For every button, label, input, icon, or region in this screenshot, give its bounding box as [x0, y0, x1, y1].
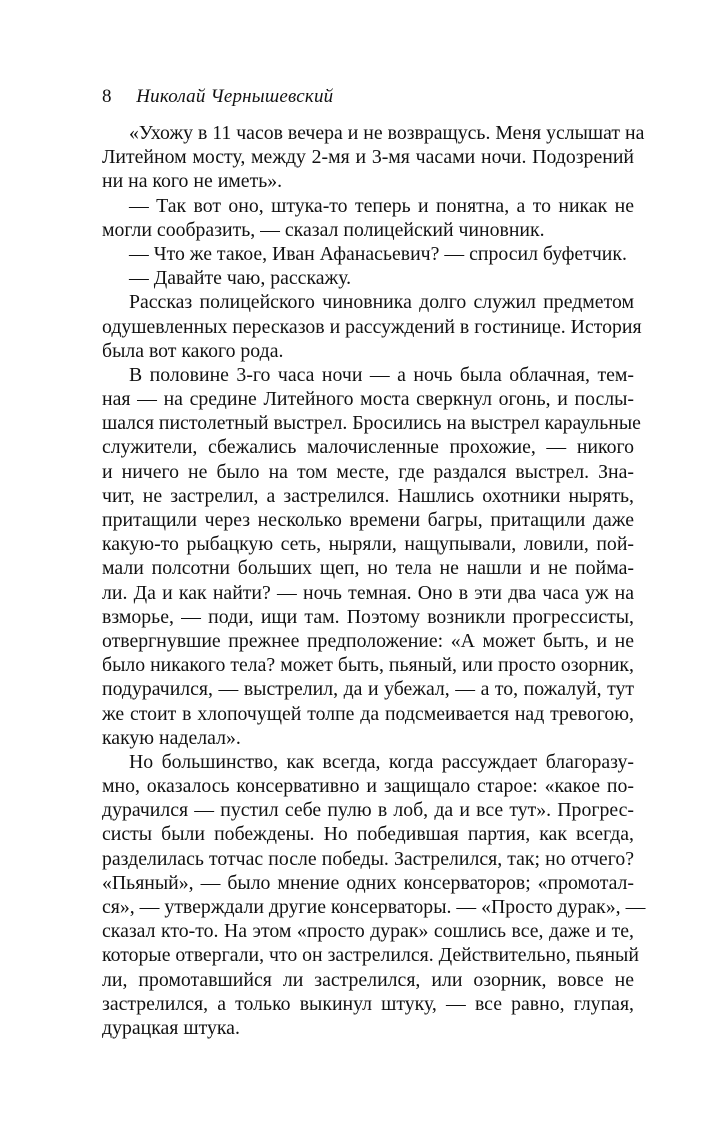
text-line: служители, сбежались малочисленные прохожие, — никого [102, 436, 634, 459]
paragraph [102, 266, 634, 290]
text-line: шался пистолетный выстрел. Бросились на выстрел караульные [102, 412, 641, 435]
text-line: Литейном мосту, между 2-мя и 3-мя часами ночи. Подозрений [102, 146, 634, 169]
text-line: ная — на средине Литейного моста сверкнул огонь, и послы- [102, 388, 634, 411]
paragraph [102, 121, 645, 194]
text-line: «Ухожу в 11 часов вечера и не возвращусь. Меня услышат на [129, 122, 645, 144]
text-line: — Давайте чаю, расскажу. [129, 267, 352, 290]
paragraph [102, 194, 634, 242]
text-line: сказал кто-то. На этом «просто дурак» сошлись все, даже и те, [102, 920, 634, 943]
text-line: одушевленных пересказов и рассуждений в гостинице. История [102, 315, 642, 338]
body-text [102, 121, 646, 1040]
text-line: — Что же такое, Иван Афанасьевич? — спросил буфетчик. [129, 242, 627, 265]
text-line: могли сообразить, — сказал полицейский чиновник. [102, 218, 545, 241]
text-line: ли, промотавшийся ли застрелился, или озорник, вовсе не [102, 968, 634, 991]
text-line: застрелился, а только выкинул штуку, — все равно, глупая, [102, 992, 634, 1015]
text-line: была вот какого рода. [102, 339, 284, 362]
text-line: и ничего не было на том месте, где раздался выстрел. Зна- [102, 460, 634, 483]
text-line: — Так вот оно, штука-то теперь и понятна, а то никак не [129, 194, 634, 217]
text-line: же стоит в хлопочущей толпе да подсмеивается над тревогою, [102, 702, 634, 725]
running-header [102, 86, 333, 108]
text-line: разделилась тотчас после победы. Застрелился, так; но отчего? [102, 847, 634, 870]
paragraph [102, 750, 646, 1040]
page-number: 8 [102, 86, 112, 107]
text-line: дурачился — пустил себе пулю в лоб, да и все тут». Прогрес- [102, 799, 634, 822]
paragraph [102, 242, 634, 266]
text-line: систы были побеждены. Но победившая партия, как всегда, [102, 823, 634, 846]
text-line: «Пьяный», — было мнение одних консерваторов; «промотал- [102, 871, 634, 894]
author-running-head: Николай Чернышевский [136, 86, 334, 107]
text-line: взморье, — поди, ищи там. Поэтому возникли прогрессисты, [102, 605, 634, 628]
paragraph [102, 290, 642, 363]
text-line: притащили через несколько времени багры, притащили даже [102, 509, 634, 531]
text-line: какую наделал». [102, 726, 241, 749]
text-line: ся», — утверждали другие консерваторы. — «Просто дурак», — [102, 896, 646, 918]
text-line: В половине 3-го часа ночи — а ночь была облачная, тем- [129, 363, 634, 386]
text-line: подурачился, — выстрелил, да и убежал, — а то, пожалуй, тут [102, 678, 634, 701]
text-line: чит, не застрелил, а застрелился. Нашлись охотники нырять, [102, 484, 634, 507]
text-line: отвергнувшие прежнее предположение: «А может быть, и не [102, 629, 634, 652]
text-line: ни на кого не иметь». [102, 170, 283, 193]
text-line: дурацкая штука. [102, 1016, 240, 1039]
text-line: было никакого тела? может быть, пьяный, или просто озорник, [102, 654, 634, 677]
text-line: Рассказ полицейского чиновника долго служил предметом [129, 291, 634, 314]
paragraph [102, 363, 641, 750]
text-line: какую-то рыбацкую сеть, ныряли, нащупывали, ловили, пой- [102, 533, 634, 556]
text-line: ли. Да и как найти? — ночь темная. Оно в эти два часа уж на [102, 581, 634, 604]
text-line: мно, оказалось консервативно и защищало старое: «какое по- [102, 775, 634, 798]
text-line: которые отвергали, что он застрелился. Действительно, пьяный [102, 944, 639, 967]
text-line: мали полсотни больших щеп, но тела не нашли и не пойма- [102, 557, 634, 580]
text-line: Но большинство, как всегда, когда рассуждает благоразу- [129, 750, 634, 773]
